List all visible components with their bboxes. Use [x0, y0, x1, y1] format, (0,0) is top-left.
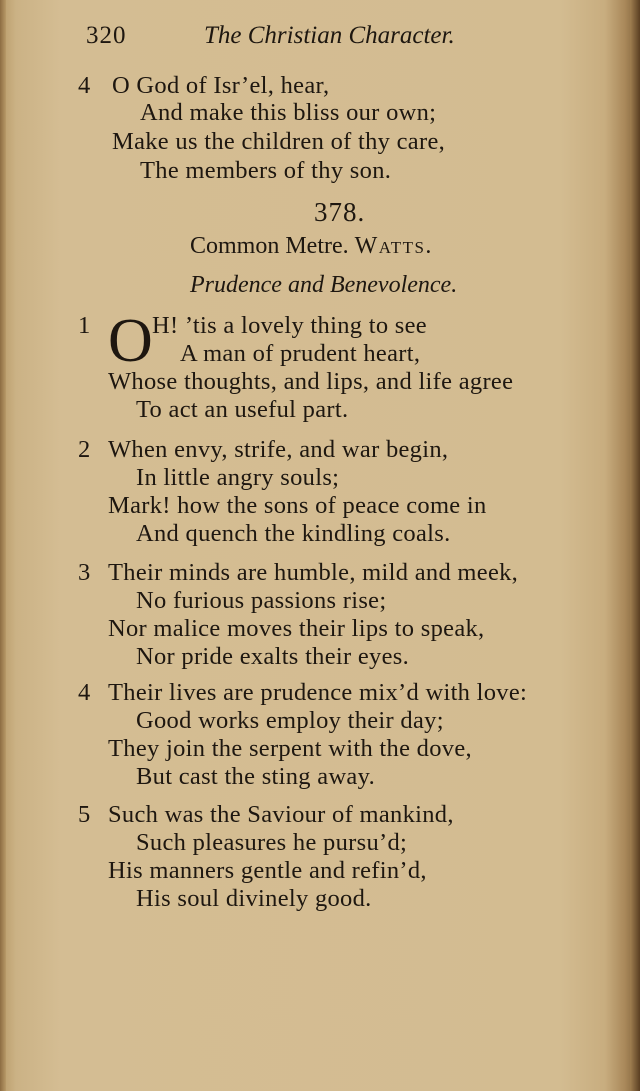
page-header	[86, 22, 506, 56]
verse-line: His manners gentle and refin’d,	[108, 857, 427, 884]
verse-line: And make this bliss our own;	[140, 99, 437, 126]
verse-line: To act an useful part.	[136, 396, 349, 423]
drop-cap: O	[108, 307, 153, 375]
hymn-meter-line	[190, 233, 433, 260]
verse-line: Nor malice moves their lips to speak,	[108, 615, 485, 642]
verse-line: They join the serpent with the dove,	[108, 735, 472, 762]
verse-line: When envy, strife, and war begin,	[108, 436, 449, 463]
hymn-meter: Common Metre.	[190, 233, 349, 259]
verse-line: His soul divinely good.	[136, 885, 372, 912]
verse-line: No furious passions rise;	[136, 587, 387, 614]
verse-line: O God of Isr’el, hear,	[112, 72, 330, 99]
verse-line: H! ’tis a lovely thing to see	[152, 312, 427, 339]
running-head: The Christian Character.	[204, 22, 455, 49]
verse-line: Make us the children of thy care,	[112, 128, 446, 155]
stanza-number: 3	[78, 559, 91, 586]
hymn-number: 378.	[314, 197, 366, 227]
verse-line: Such pleasures he pursu’d;	[136, 829, 408, 856]
verse-line: A man of prudent heart,	[180, 340, 421, 367]
verse-line: In little angry souls;	[136, 464, 340, 491]
page-left-edge	[0, 0, 6, 1091]
verse-line: Good works employ their day;	[136, 707, 444, 734]
hymn-subject: Prudence and Benevolence.	[190, 272, 458, 298]
verse-line: Such was the Saviour of mankind,	[108, 801, 454, 828]
stanza-number: 2	[78, 436, 91, 463]
stanza-number: 1	[78, 312, 91, 339]
page-right-edge	[630, 0, 640, 1091]
verse-line: Their lives are prudence mix’d with love:	[108, 679, 528, 706]
verse-line: The members of thy son.	[140, 157, 392, 184]
verse-line: Their minds are humble, mild and meek,	[108, 559, 519, 586]
page-number: 320	[86, 22, 127, 49]
hymn-author: Watts.	[354, 233, 433, 259]
stanza-number: 5	[78, 801, 91, 828]
stanza-number: 4	[78, 72, 91, 99]
verse-line: Whose thoughts, and lips, and life agree	[108, 368, 514, 395]
verse-line: Mark! how the sons of peace come in	[108, 492, 487, 519]
verse-line: Nor pride exalts their eyes.	[136, 643, 410, 670]
stanza-number: 4	[78, 679, 91, 706]
verse-line: But cast the sting away.	[136, 763, 375, 790]
verse-line: And quench the kindling coals.	[136, 520, 451, 547]
